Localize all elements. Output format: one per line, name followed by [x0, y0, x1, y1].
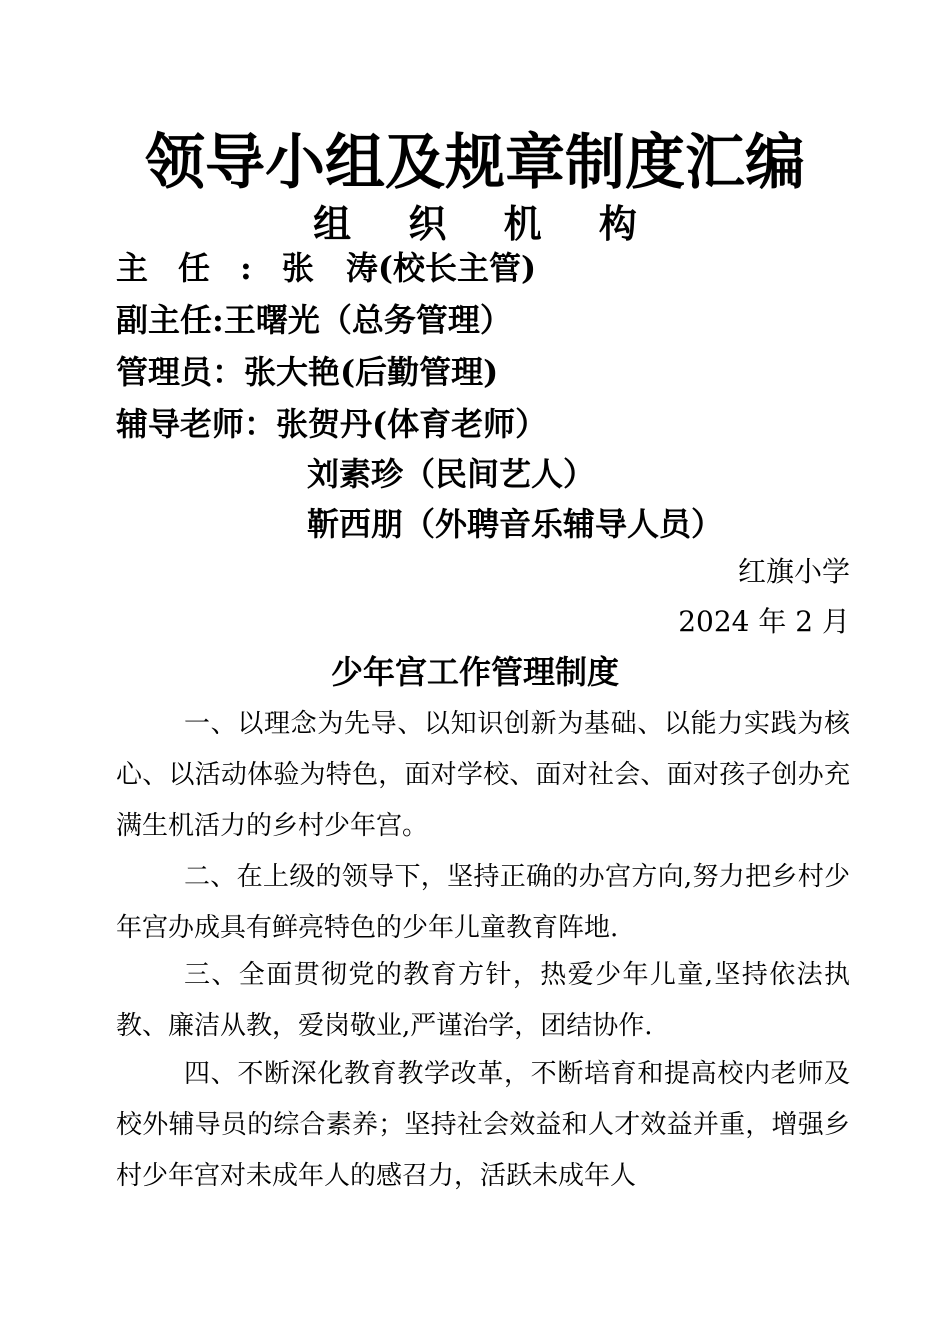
staff-name: 王曙光（总务管理） — [223, 301, 512, 339]
staff-row-administrator — [116, 350, 498, 394]
staff-name: 靳西朋（外聘音乐辅导人员） — [307, 505, 724, 543]
staff-role: 副主任: — [116, 301, 224, 339]
signoff-organization: 红旗小学 — [737, 555, 850, 588]
staff-name: 张贺丹(体育老师） — [276, 405, 548, 443]
paragraph: 一、以理念为先导、以知识创新为基础、以能力实践为核心、以活动体验为特色，面对学校、面对社会、面对孩子创办充满生机活力的乡村少年宫。 — [116, 709, 850, 841]
organization-heading: 组 织 机 构 — [313, 201, 659, 246]
paragraph: 二、在上级的领导下，坚持正确的办宫方向,努力把乡村少年宫办成具有鲜亮特色的少年儿童教育阵地. — [116, 862, 850, 943]
staff-row-director — [116, 246, 536, 290]
staff-row-tutor — [307, 502, 723, 546]
staff-row-deputy-director — [116, 298, 512, 342]
staff-role: 管理员： — [116, 353, 245, 391]
staff-role: 辅导老师： — [116, 405, 277, 443]
staff-name: 张大艳(后勤管理) — [244, 353, 499, 391]
paragraph: 四、不断深化教育教学改革，不断培育和提高校内老师及校外辅导员的综合素养；坚持社会效益和人才效益并重，增强乡村少年宫对未成年人的感召力，活跃未成年人 — [116, 1059, 850, 1191]
section-title: 少年宫工作管理制度 — [330, 653, 619, 691]
staff-name: 张 涛(校长主管) — [281, 249, 537, 287]
paragraph: 三、全面贯彻党的教育方针，热爱少年儿童,坚持依法执教、廉洁从教，爱岗敬业,严谨治学，团结协作. — [116, 960, 850, 1041]
signoff-date: 2024 年 2 月 — [678, 605, 850, 638]
document-title: 领导小组及规章制度汇编 — [145, 128, 805, 198]
staff-row-tutor — [116, 402, 547, 446]
staff-name: 刘素珍（民间艺人） — [307, 455, 596, 493]
staff-role: 主任: — [116, 249, 282, 287]
staff-row-tutor — [307, 452, 595, 496]
